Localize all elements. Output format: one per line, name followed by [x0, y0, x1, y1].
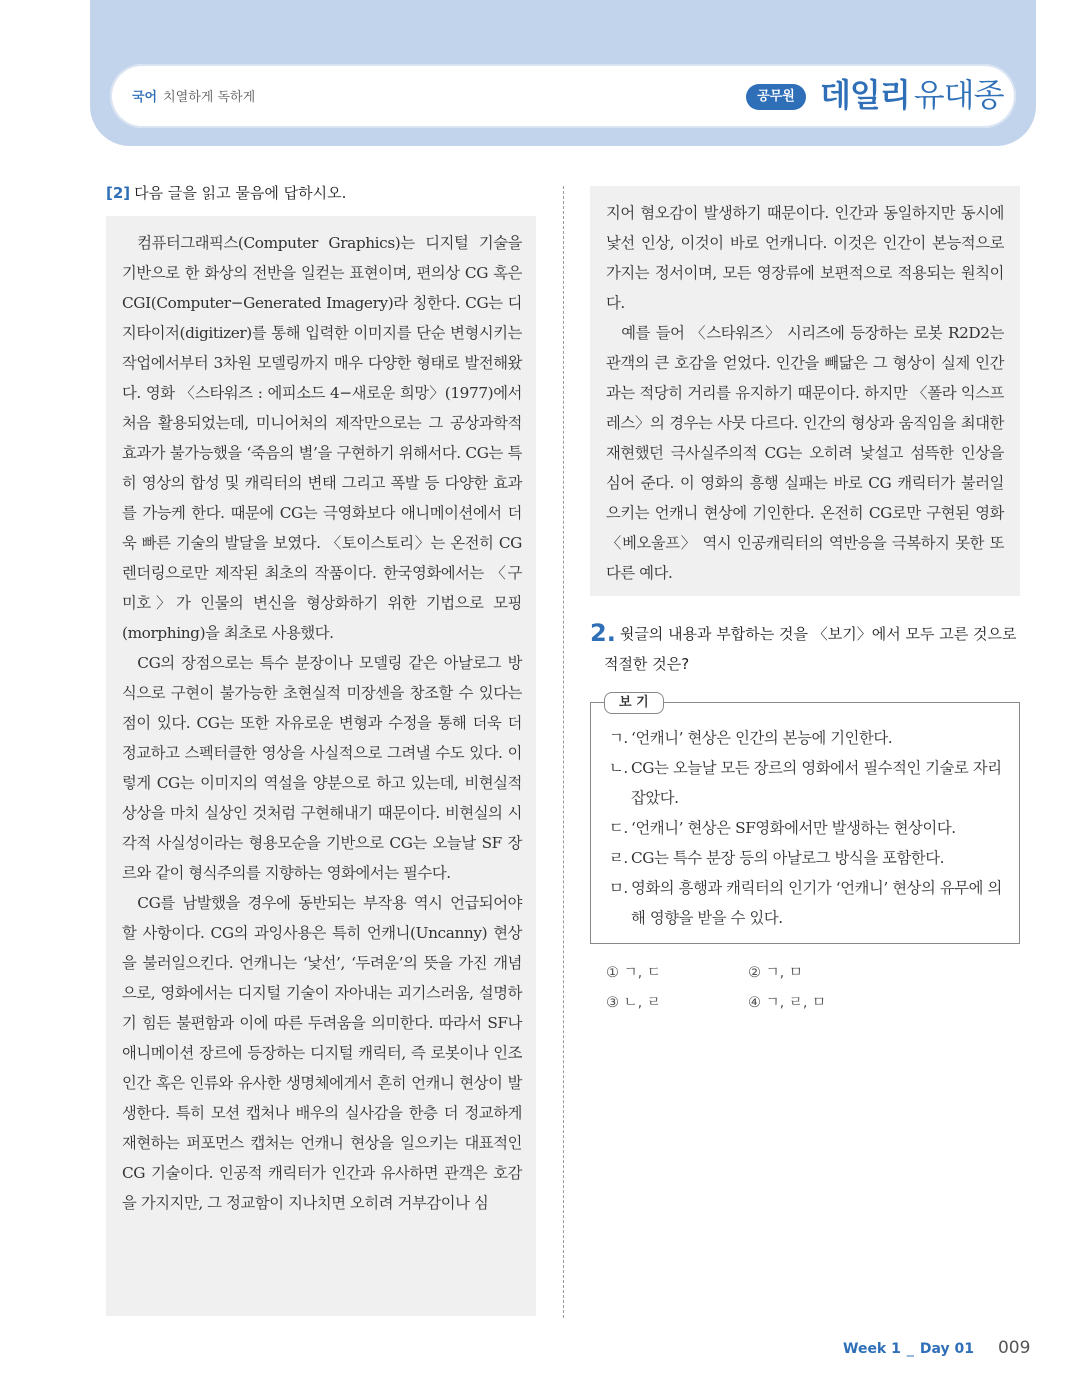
passage-paragraph: CG의 장점으로는 특수 분장이나 모델링 같은 아날로그 방식으로 구현이 불가능한 초현실적 미장센을 창조할 수 있다는 점이 있다. CG는 또한 자유로운 변형과 수정을 통해 더욱 더 정교하고 스펙터클한 영상을 사실적으로 그려낼 수도 있다. 이렇게 CG는 이미지의 역설을 양분으로 하고 있는데, 비현실적 상상을 마치 실상인 것처럼 구현해내기 때문이다. 비현실의 시각적 사실성이라는 형용모순을 기반으로 CG는 오늘날 SF 장르와 같이 형식주의를 지향하는 영화에서는 필수다. — [122, 654, 522, 882]
bogi-text: ‘언캐니’ 현상은 SF영화에서만 발생하는 현상이다. — [631, 819, 956, 837]
passage-paragraph: 예를 들어 〈스타워즈〉 시리즈에 등장하는 로봇 R2D2는 관객의 큰 호감을 얻었다. 인간을 빼닮은 그 형상이 실제 인간과는 적당히 거리를 유지하기 때문이다. 하지만 〈폴라 익스프레스〉의 경우는 사뭇 다르다. 인간의 형상과 움직임을 최대한 재현했던 극사실주의적 CG는 오히려 낯설고 섬뜩한 인상을 심어 준다. 이 영화의 흥행 실패는 바로 CG 캐릭터가 불러일으키는 언캐니 현상에 기인한다. 온전히 CG로만 구현된 영화 〈베오울프〉 역시 인공캐릭터의 역반응을 극복하지 못한 또 다른 예다. — [606, 324, 1004, 582]
bogi-item — [609, 843, 1005, 873]
header-subtitle-text: 치열하게 독하게 — [163, 90, 256, 105]
header-badge: 공무원 — [746, 84, 806, 110]
bogi-mark: ㄴ. — [609, 759, 628, 777]
bogi-item — [609, 813, 1005, 843]
footer-separator: _ — [906, 1341, 914, 1357]
question-2-line2: 적절한 것은? — [604, 655, 690, 673]
question-instruction: 다음 글을 읽고 물음에 답하시오. — [134, 184, 347, 202]
bogi-label: 보 기 — [604, 692, 664, 714]
passage-paragraph: 컴퓨터그래픽스(Computer Graphics)는 디지털 기술을 기반으로 한 화상의 전반을 일컫는 표현이며, 편의상 CG 혹은 CGI(Computer−Generated Imagery)라 칭한다. CG는 디지타이저(digitizer)를 통해 입력한 이미지를 단순 변형시키는 작업에서부터 3차원 모델링까지 매우 다양한 형태로 발전해왔다. 영화 〈스타워즈 : 에피소드 4−새로운 희망〉(1977)에서 처음 활용되었는데, 미니어처의 제작만으로는 그 공상과학적 효과가 불가능했을 ‘죽음의 별’을 구현하기 위해서다. CG는 특히 영상의 합성 및 캐릭터의 변태 그리고 폭발 등 다양한 효과를 가능케 한다. 때문에 CG는 극영화보다 애니메이션에서 더욱 빠른 기술의 발달을 보였다. 〈토이스토리〉는 온전히 CG 렌더링으로만 제작된 최초의 작품이다. 한국영화에서는 〈구미호〉가 인물의 변신을 형상화하기 위한 기법으로 모핑(morphing)을 최초로 사용했다. — [122, 234, 522, 642]
question-2-number: 2. — [590, 619, 616, 647]
column-divider — [563, 186, 564, 1318]
bogi-mark: ㅁ. — [609, 879, 628, 897]
bogi-mark: ㄱ. — [609, 729, 628, 747]
footer-day: Day 01 — [919, 1341, 974, 1357]
brand-light: 유대종 — [913, 76, 1004, 114]
passage-left — [106, 216, 536, 1316]
question-heading — [106, 182, 346, 203]
bogi-mark: ㄷ. — [609, 819, 628, 837]
bogi-text: 영화의 흥행과 캐릭터의 인기가 ‘언캐니’ 현상의 유무에 의해 영향을 받을 수 있다. — [631, 879, 1002, 927]
question-2-text: 윗글의 내용과 부합하는 것을 〈보기〉에서 모두 고른 것으로 — [619, 625, 1017, 643]
passage-paragraph: CG를 남발했을 경우에 동반되는 부작용 역시 언급되어야 할 사항이다. CG의 과잉사용은 특히 언캐니(Uncanny) 현상을 불러일으킨다. 언캐니는 ‘낯선’, ‘두려운’의 뜻을 가진 개념으로, 영화에서는 디지털 기술이 자아내는 괴기스러움, 설명하기 힘든 불편함과 이에 따른 두려움을 의미한다. 따라서 SF나 애니메이션 장르에 등장하는 디지털 캐릭터, 즉 로봇이나 인조인간 혹은 인류와 유사한 생명체에게서 흔히 언캐니 현상이 발생한다. 특히 모션 캡처나 배우의 실사감을 한층 더 정교하게 재현하는 퍼포먼스 캡처는 언캐니 현상을 일으키는 대표적인 CG 기술이다. 인공적 캐릭터가 인간과 유사하면 관객은 호감을 가지지만, 그 정교함이 지나치면 오히려 거부감이나 심 — [122, 894, 522, 1212]
choice-1[interactable]: ① ㄱ, ㄷ — [606, 965, 661, 981]
passage-paragraph: 지어 혐오감이 발생하기 때문이다. 인간과 동일하지만 동시에 낯선 인상, 이것이 바로 언캐니다. 이것은 인간이 본능적으로 가지는 정서이며, 모든 영장류에 보편적으로 적용되는 원칙이다. — [606, 204, 1004, 312]
page-footer — [843, 1336, 1030, 1361]
bogi-text: CG는 오늘날 모든 장르의 영화에서 필수적인 기술로 자리 잡았다. — [631, 759, 1002, 807]
page-number: 009 — [997, 1338, 1031, 1358]
choice-4[interactable]: ④ ㄱ, ㄹ, ㅁ — [748, 995, 827, 1011]
bogi-text: ‘언캐니’ 현상은 인간의 본능에 기인한다. — [631, 729, 893, 747]
passage-right — [590, 186, 1020, 596]
bogi-box — [590, 702, 1020, 944]
bogi-item — [609, 753, 1005, 813]
footer-week: Week 1 — [843, 1341, 901, 1357]
question-2 — [590, 618, 1030, 679]
header-subtitle — [132, 86, 255, 105]
bogi-item — [609, 873, 1005, 933]
bogi-mark: ㄹ. — [609, 849, 628, 867]
header-subject: 국어 — [132, 90, 158, 105]
bogi-text: CG는 특수 분장 등의 아날로그 방식을 포함한다. — [631, 849, 945, 867]
question-number: [2] — [106, 184, 131, 202]
choice-3[interactable]: ③ ㄴ, ㄹ — [606, 995, 661, 1011]
brand-bold: 데일리 — [820, 76, 910, 114]
question-2-line1 — [590, 618, 1030, 649]
bogi-item — [609, 723, 1005, 753]
choice-2[interactable]: ② ㄱ, ㅁ — [748, 965, 803, 981]
header-brand — [820, 74, 1004, 116]
